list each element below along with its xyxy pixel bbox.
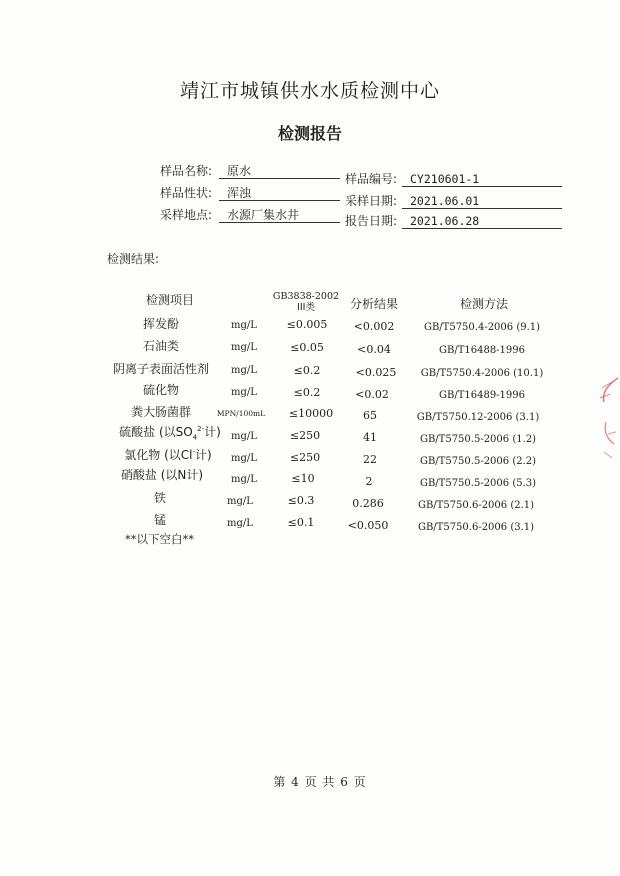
row-item: 粪大肠菌群: [130, 405, 192, 419]
row-item: [124, 447, 211, 463]
header-result: 分析结果: [349, 297, 399, 311]
row-result: <0.002: [353, 320, 395, 333]
sample-name-value: 原水: [219, 163, 340, 179]
row-result: 65: [363, 409, 377, 422]
row-result: <0.04: [357, 343, 391, 356]
sampling-date-value: 2021.06.01: [402, 193, 562, 209]
row-method: GB/T5750.12-2006 (3.1): [416, 412, 540, 423]
row-item: 阴离子表面活性剂: [112, 362, 210, 376]
row-item: 硝酸盐 (以N计): [120, 468, 204, 482]
row-item-text-end: 计): [195, 448, 212, 462]
header-limit-standard: GB3838-2002: [272, 291, 340, 302]
row-item: 铁: [153, 491, 167, 505]
report-title: 检测报告: [277, 124, 342, 143]
seal-stroke: [604, 378, 618, 402]
row-limit: ≤10000: [288, 407, 334, 420]
row-result: <0.02: [355, 388, 389, 401]
end-of-content-note: **以下空白**: [125, 532, 194, 546]
row-method: GB/T5750.4-2006 (9.1): [423, 322, 541, 333]
row-method: GB/T5750.5-2006 (1.2): [419, 434, 537, 445]
row-unit: mg/L: [231, 342, 257, 353]
row-result: 0.286: [352, 497, 384, 510]
row-result: <0.050: [347, 519, 389, 532]
row-unit: mg/L: [231, 453, 257, 464]
row-item: 挥发酚: [142, 317, 180, 331]
row-item: 锰: [153, 513, 167, 527]
row-limit: ≤0.1: [287, 516, 315, 529]
row-method: GB/T16488-1996: [438, 345, 526, 356]
row-method: GB/T5750.4-2006 (10.1): [420, 368, 544, 379]
row-item: 石油类: [142, 339, 180, 353]
row-unit: mg/L: [227, 496, 253, 507]
header-item: 检测项目: [145, 293, 195, 307]
row-method: GB/T16489-1996: [438, 390, 526, 401]
row-result: 22: [363, 453, 377, 466]
header-limit: [273, 291, 339, 315]
row-unit: mg/L: [231, 387, 257, 398]
row-method: GB/T5750.6-2006 (3.1): [417, 522, 535, 533]
row-result: <0.025: [355, 366, 397, 379]
header-limit-class: III类: [297, 302, 315, 313]
row-method: GB/T5750.5-2006 (2.2): [419, 456, 537, 467]
row-unit: mg/L: [231, 320, 257, 331]
seal-stamp-partial: [592, 372, 620, 462]
row-limit: ≤250: [289, 429, 321, 442]
sampling-date-label: 采样日期:: [345, 194, 398, 208]
row-unit: mg/L: [227, 518, 253, 529]
seal-stroke: [604, 432, 616, 458]
row-limit: ≤0.2: [293, 386, 321, 399]
row-item-text: 硫酸盐 (以SO: [119, 425, 193, 439]
row-limit: ≤10: [291, 472, 315, 485]
sample-state-value: 浑浊: [219, 185, 340, 201]
row-unit: MPN/100mL: [216, 409, 266, 418]
sample-id-label: 样品编号:: [345, 172, 398, 186]
row-item-subscript: 4: [192, 433, 198, 442]
sample-state-label: 样品性状:: [160, 186, 213, 200]
row-limit: ≤0.005: [286, 318, 328, 331]
sampling-location-label: 采样地点:: [160, 208, 213, 222]
report-date-value: 2021.06.28: [402, 213, 562, 229]
row-result: 41: [363, 431, 377, 444]
organization-name: 靖江市城镇供水水质检测中心: [179, 80, 440, 102]
row-item-superscript: 2-: [197, 425, 205, 433]
header-method: 检测方法: [459, 297, 509, 311]
row-item-superscript: -: [192, 448, 196, 456]
row-limit: ≤0.05: [290, 341, 324, 354]
row-limit: ≤0.2: [293, 364, 321, 377]
row-limit: ≤0.3: [287, 494, 315, 507]
sample-id-value: CY210601-1: [402, 171, 562, 187]
row-method: GB/T5750.5-2006 (5.3): [419, 478, 537, 489]
page-number: 第 4 页 共 6 页: [273, 775, 367, 789]
row-item-text: 氯化物 (以Cl: [124, 448, 193, 462]
row-result: 2: [365, 475, 373, 488]
row-item: [119, 424, 221, 440]
row-unit: mg/L: [231, 474, 257, 485]
results-heading: 检测结果:: [107, 252, 160, 266]
row-method: GB/T5750.6-2006 (2.1): [417, 500, 535, 511]
report-date-label: 报告日期:: [345, 214, 398, 228]
row-unit: mg/L: [231, 431, 257, 442]
sample-name-label: 样品名称:: [160, 164, 213, 178]
sampling-location-value: 水源厂集水井: [219, 207, 340, 223]
row-item-text-end: 计): [204, 425, 221, 439]
row-item: 硫化物: [142, 383, 180, 397]
row-limit: ≤250: [289, 451, 321, 464]
row-unit: mg/L: [231, 365, 257, 376]
